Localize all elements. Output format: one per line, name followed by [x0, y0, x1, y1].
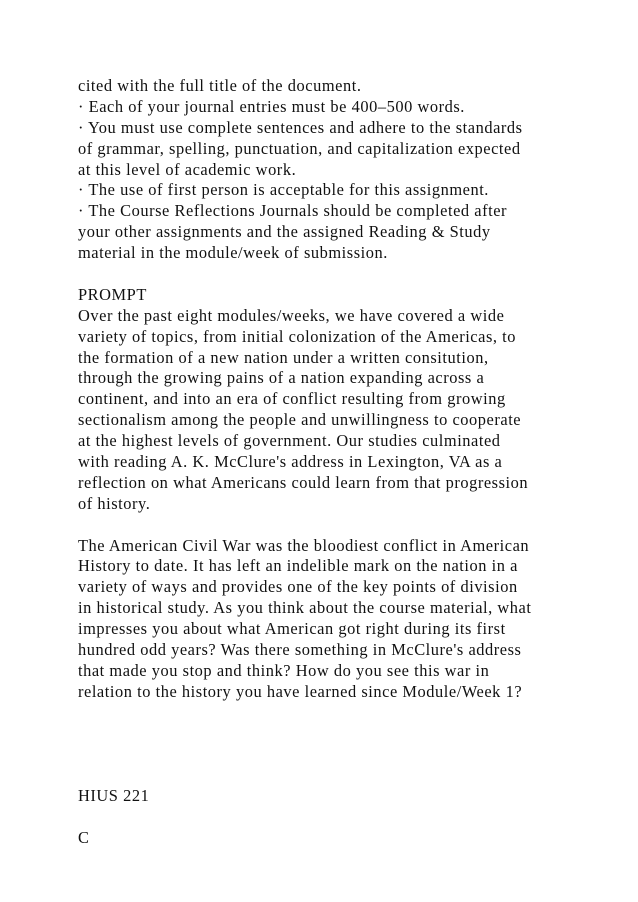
spacer	[78, 745, 598, 787]
trailing-letter: C	[78, 828, 90, 848]
prompt-line: variety of ways and provides one of the key points of division	[78, 577, 518, 597]
prompt-line: the formation of a new nation under a written consitution,	[78, 347, 489, 367]
prompt-line: Over the past eight modules/weeks, we have covered a wide	[78, 305, 505, 325]
prompt-heading: PROMPT	[78, 284, 147, 304]
document-body	[78, 76, 598, 849]
prompt-line: through the growing pains of a nation expanding across a	[78, 368, 485, 388]
prompt-line: of history.	[78, 493, 151, 513]
prompt-line: continent, and into an era of conflict resulting from growing	[78, 389, 506, 409]
spacer	[78, 264, 598, 285]
prompt-line: The American Civil War was the bloodiest conflict in American	[78, 535, 530, 555]
prompt-line: with reading A. K. McClure's address in Lexington, VA as a	[78, 452, 503, 472]
prompt-line: variety of topics, from initial colonization of the Americas, to	[78, 326, 517, 346]
requirement-line: · The use of first person is acceptable for this assignment.	[78, 180, 489, 200]
prompt-line: in historical study. As you think about the course material, what	[78, 598, 532, 618]
requirement-line: · Each of your journal entries must be 400–500 words.	[78, 96, 465, 116]
requirement-line: · You must use complete sentences and adhere to the standards	[78, 117, 523, 137]
spacer	[78, 807, 598, 828]
prompt-line: relation to the history you have learned since Module/Week 1?	[78, 681, 523, 701]
prompt-line: impresses you about what American got right during its first	[78, 619, 506, 639]
requirement-line: of grammar, spelling, punctuation, and capitalization expected	[78, 138, 521, 158]
prompt-line: History to date. It has left an indelible mark on the nation in a	[78, 556, 518, 576]
prompt-line: at the highest levels of government. Our studies culminated	[78, 431, 501, 451]
requirement-line: material in the module/week of submission.	[78, 243, 388, 263]
prompt-line: hundred odd years? Was there something in McClure's address	[78, 640, 522, 660]
prompt-line: reflection on what Americans could learn from that progression	[78, 472, 529, 492]
spacer	[78, 703, 598, 745]
requirement-line: · The Course Reflections Journals should be completed after	[78, 201, 508, 221]
requirement-line: your other assignments and the assigned Reading & Study	[78, 222, 491, 242]
spacer	[78, 515, 598, 536]
requirement-line: cited with the full title of the document.	[78, 76, 362, 95]
requirement-line: at this level of academic work.	[78, 159, 297, 179]
course-code: HIUS 221	[78, 786, 150, 806]
prompt-line: sectionalism among the people and unwillingness to cooperate	[78, 410, 522, 430]
prompt-line: that made you stop and think? How do you see this war in	[78, 660, 490, 680]
